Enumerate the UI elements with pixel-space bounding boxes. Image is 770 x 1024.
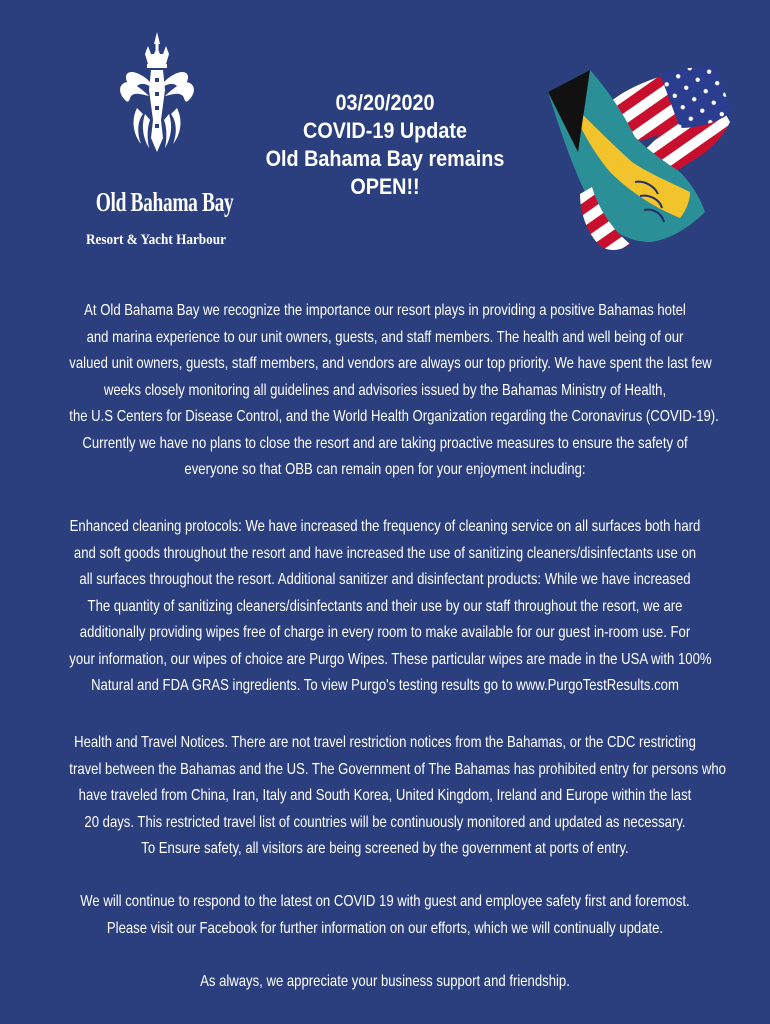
text-line: At Old Bahama Bay we recognize the importance our resort plays in providing a positive Bahamas hotel bbox=[84, 302, 686, 319]
text-line: Currently we have no plans to close the resort and are taking proactive measures to ensure the safety of bbox=[82, 434, 688, 452]
text-line: all surfaces throughout the resort. Additional sanitizer and disinfectant products: While we have increased bbox=[79, 571, 691, 588]
headline-date: 03/20/2020 bbox=[335, 90, 435, 115]
paragraph-travel bbox=[0, 730, 770, 863]
text-line: the U.S Centers for Disease Control, and the World Health Organization regarding the Coronavirus (COVID-19). bbox=[69, 408, 719, 425]
text-line: Enhanced cleaning protocols: We have increased the frequency of cleaning service on all surfaces both hard bbox=[69, 518, 701, 535]
headline-title: COVID-19 Update bbox=[303, 118, 467, 143]
brand-subtitle: Resort & Yacht Harbour bbox=[86, 232, 226, 248]
text-line: everyone so that OBB can remain open for your enjoyment including: bbox=[184, 461, 586, 478]
text-line: have traveled from China, Iran, Italy and South Korea, United Kingdom, Ireland and Europe within the last bbox=[78, 787, 692, 804]
text-line: weeks closely monitoring all guidelines and advisories issued by the Bahamas Ministry of Health, bbox=[103, 381, 667, 399]
text-line: We will continue to respond to the latest on COVID 19 with guest and employee safety first and foremost. bbox=[80, 893, 690, 910]
paragraph-cleaning bbox=[0, 514, 770, 700]
text-line: As always, we appreciate your business support and friendship. bbox=[200, 973, 570, 990]
headline bbox=[245, 89, 525, 201]
text-line: Natural and FDA GRAS ingredients. To view Purgo's testing results go to www.PurgoTestResults.com bbox=[91, 677, 679, 694]
headline-status-line: Old Bahama Bay remains bbox=[265, 146, 505, 171]
paragraph-closing bbox=[0, 969, 770, 996]
text-line: 20 days. This restricted travel list of countries will be continuously monitored and updated as necessary. bbox=[84, 813, 686, 831]
text-line: Please visit our Facebook for further information on our efforts, which we will continually update. bbox=[106, 919, 664, 937]
paragraph-followup bbox=[0, 889, 770, 942]
text-line: travel between the Bahamas and the US. The Government of The Bahamas has prohibited entry for persons who bbox=[69, 760, 726, 778]
text-line: To Ensure safety, all visitors are being screened by the government at ports of entry. bbox=[141, 840, 629, 857]
text-line: your information, our wipes of choice are Purgo Wipes. These particular wipes are made in the USA with 100% bbox=[69, 650, 712, 668]
text-line: Health and Travel Notices. There are not travel restriction notices from the Bahamas, or the CDC restricting bbox=[74, 734, 696, 751]
text-line: additionally providing wipes free of charge in every room to make available for our guest in-room use. For bbox=[79, 624, 691, 641]
brand-name: Old Bahama Bay bbox=[95, 187, 234, 217]
text-line: and soft goods throughout the resort and have increased the use of sanitizing cleaners/disinfectants use on bbox=[73, 544, 697, 562]
headline-open: OPEN!! bbox=[350, 174, 420, 199]
crown-seahorse-emblem-icon bbox=[117, 30, 197, 165]
paragraph-intro bbox=[0, 298, 770, 484]
bahamas-usa-handshake-icon bbox=[540, 62, 735, 257]
text-line: valued unit owners, guests, staff members, and vendors are always our top priority. We have spent the last few bbox=[69, 355, 712, 372]
text-line: and marina experience to our unit owners, guests, and staff members. The health and well being of our bbox=[86, 328, 684, 346]
text-line: The quantity of sanitizing cleaners/disinfectants and their use by our staff throughout the resort, we are bbox=[87, 597, 683, 615]
resort-logo bbox=[72, 30, 242, 260]
